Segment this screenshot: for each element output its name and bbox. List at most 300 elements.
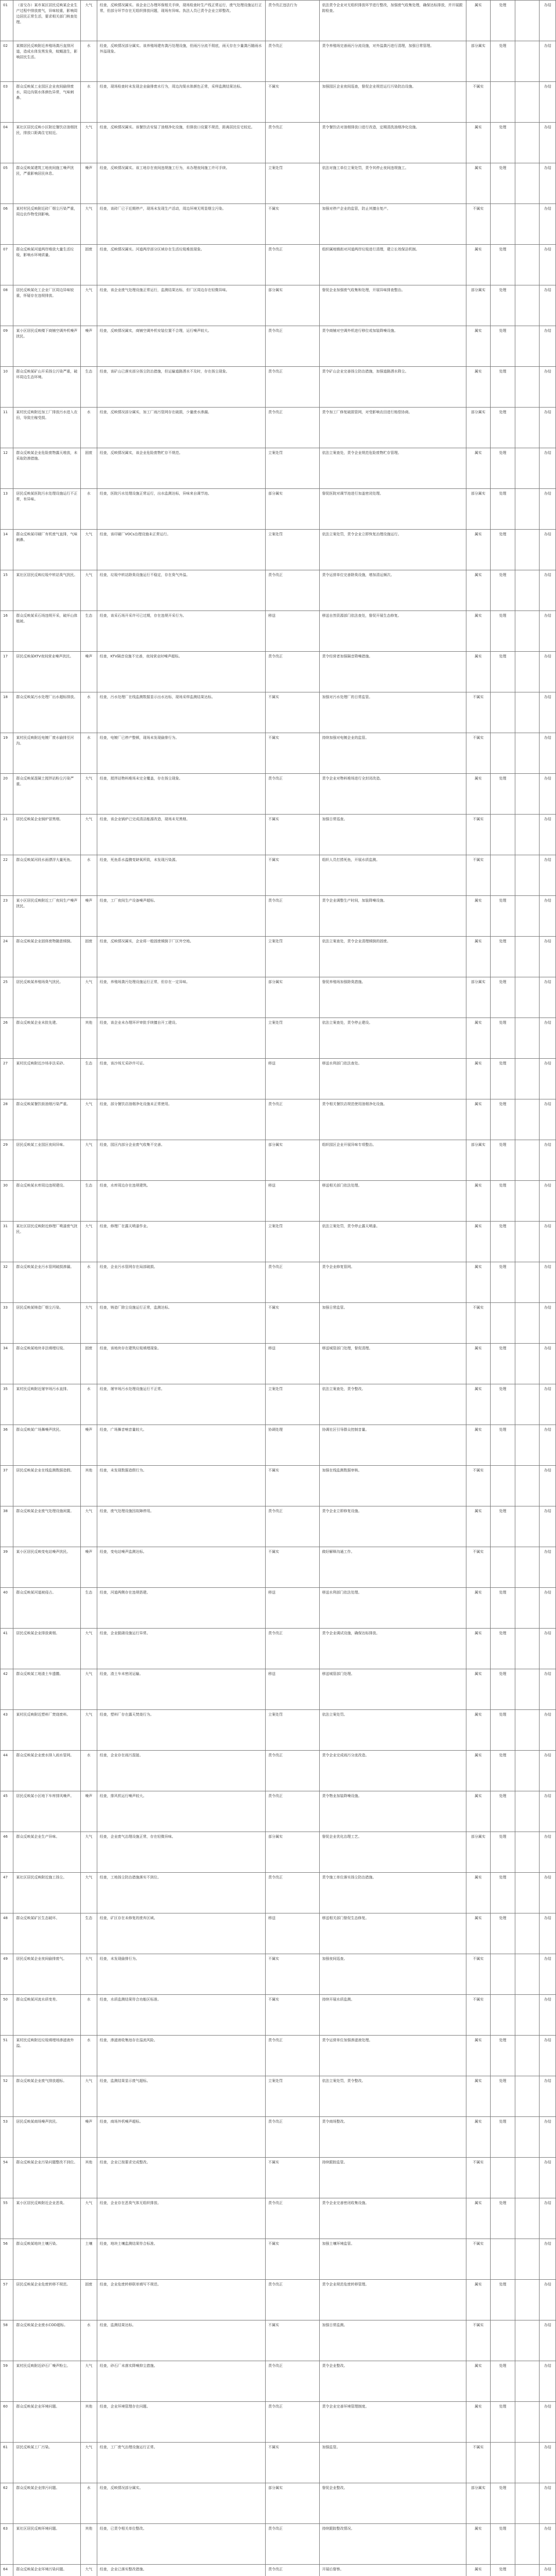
handling-status: 处理 [491,1791,515,1832]
extra-status [515,1832,540,1873]
pollution-type: 大气 [81,1873,97,1913]
handling-status: 处理 [491,1181,515,1222]
handling-status: 处理 [491,2361,515,2402]
handling-category: 不属实 [266,1954,319,1995]
table-row [1,82,556,123]
extra-status [515,1873,540,1913]
handling-category: 责令改正 [266,2524,319,2565]
table-row [1,1262,556,1303]
verification-status: 部分属实 [466,285,491,326]
handling-status [491,82,515,123]
investigation-result: 经查，搅拌站物料堆场未完全覆盖，存在扬尘现象。 [97,774,266,815]
extra-status [515,1506,540,1547]
row-number: 21 [1,815,13,855]
handling-status [491,2443,515,2483]
handling-status: 处理 [491,367,515,408]
rectification-measures: 督促养殖场加强除臭措施。 [319,977,466,1018]
complaint-description: 居民反映某医院污水处理设施运行不正常，有异味。 [13,489,81,530]
investigation-result: 经查，该矿山已落实部分扬尘防治措施，但运输道路洒水不及时，存在扬尘现象。 [97,367,266,408]
rectification-measures: 持续开展水质监测。 [319,1995,466,2036]
table-row [1,1710,556,1751]
pollution-type: 水 [81,41,97,82]
complaint-description: 居民反映某化工企业厂区周边异味较重，怀疑存在违规排放。 [13,285,81,326]
row-number: 50 [1,1995,13,2036]
extra-status [515,2402,540,2443]
rectification-measures: 组织人员打捞死鱼，开展水质监测。 [319,855,466,896]
handling-category: 责令改正 [266,408,319,448]
pollution-type: 其他 [81,2524,97,2565]
rectification-measures: 加强园区企业夜间巡查，督促企业规范运行污染防治设施。 [319,82,466,123]
row-number: 41 [1,1629,13,1669]
extra-status [515,2483,540,2524]
extra-status [515,1140,540,1181]
pollution-type: 大气 [81,2076,97,2117]
handling-status [491,1303,515,1344]
rectification-measures: 加强日常监管。 [319,1303,466,1344]
verification-status: 属实 [466,163,491,204]
row-number: 05 [1,163,13,204]
handling-category: 责令改正 [266,1873,319,1913]
rectification-measures: 责令商铺对空调外机进行移位或加装降噪设施。 [319,326,466,367]
table-row [1,1954,556,1995]
rectification-measures: 责令企业完善环境管理制度。 [319,2402,466,2443]
verification-status: 属实 [466,1222,491,1262]
complaint-description: 群众反映某企业固体废物随意倾倒。 [13,937,81,977]
handling-status: 处理 [491,2524,515,2565]
handling-category: 移送 [266,1669,319,1710]
close-status: 办结 [540,896,556,937]
investigation-result: 经查，企业污水管网存在局部破损。 [97,1262,266,1303]
close-status: 办结 [540,448,556,489]
close-status: 办结 [540,1303,556,1344]
complaint-description: 群众反映某餐饮街油烟污染严重。 [13,1099,81,1140]
handling-status [491,815,515,855]
pollution-type: 大气 [81,774,97,815]
pollution-type: 噪声 [81,326,97,367]
verification-status: 属实 [466,530,491,570]
close-status: 办结 [540,1710,556,1751]
verification-status: 属实 [466,2076,491,2117]
handling-category: 移送 [266,611,319,652]
extra-status [515,448,540,489]
investigation-result: 经查，企业环境管理存在问题。 [97,2402,266,2443]
table-row [1,285,556,326]
handling-status: 处理 [491,530,515,570]
investigation-result: 经查，废气处理设施因故障停用。 [97,1506,266,1547]
extra-status [515,163,540,204]
pollution-type: 大气 [81,2361,97,2402]
verification-status: 属实 [466,1059,491,1099]
table-row [1,1466,556,1506]
close-status: 办结 [540,2524,556,2565]
pollution-type: 大气 [81,1,97,41]
pollution-type: 生态 [81,1059,97,1099]
complaint-description: 群众反映某工业园区企业夜间偷排废水，周边沟渠水体颜色异常，气味刺鼻。 [13,82,81,123]
close-status: 办结 [540,1588,556,1629]
close-status: 办结 [540,1466,556,1506]
row-number: 17 [1,652,13,692]
rectification-measures: 责令矿山企业完善扬尘防治措施，加强道路洒水降尘。 [319,367,466,408]
handling-status [491,2320,515,2361]
complaint-description: 居民反映某铸造厂烟尘污染。 [13,1303,81,1344]
handling-status: 处理 [491,1751,515,1791]
row-number: 53 [1,2117,13,2158]
handling-category: 立案处罚 [266,530,319,570]
row-number: 30 [1,1181,13,1222]
handling-category: 部分属实 [266,1140,319,1181]
verification-status: 不属实 [466,1466,491,1506]
handling-category: 责令改正 [266,2361,319,2402]
rectification-measures: 持续跟踪整改情况。 [319,2524,466,2565]
pollution-type: 土壤 [81,2239,97,2280]
pollution-type: 噪声 [81,896,97,937]
pollution-type: 大气 [81,1222,97,1262]
complaint-description: 群众反映某河流水质变差。 [13,1995,81,2036]
table-row [1,1791,556,1832]
pollution-type: 水 [81,489,97,530]
handling-status: 处理 [491,1140,515,1181]
pollution-type: 固废 [81,1344,97,1384]
table-row [1,163,556,204]
rectification-measures: 移送水利部门依法查处。 [319,1059,466,1099]
verification-status: 属实 [466,652,491,692]
complaint-description: 居民反映某企业夜间偷排废气。 [13,1954,81,1995]
row-number: 61 [1,2443,13,2483]
table-row [1,896,556,937]
verification-status: 属实 [466,2280,491,2320]
close-status: 办结 [540,1384,556,1425]
pollution-type: 大气 [81,1832,97,1873]
extra-status [515,2198,540,2239]
handling-status [491,692,515,733]
close-status: 办结 [540,2361,556,2402]
complaint-description: 某村民反映附近沙场非法采砂。 [13,1059,81,1099]
table-row [1,1303,556,1344]
table-row [1,204,556,245]
verification-status: 不属实 [466,204,491,245]
close-status: 办结 [540,163,556,204]
row-number: 62 [1,2483,13,2524]
pollution-type: 大气 [81,1099,97,1140]
close-status: 办结 [540,204,556,245]
verification-status: 不属实 [466,1303,491,1344]
extra-status [515,1466,540,1506]
handling-category: 不属实 [266,692,319,733]
investigation-result: 经查，修理厂在露天喷漆作业。 [97,1222,266,1262]
rectification-measures: 移送城管部门处理，督促清理。 [319,1344,466,1384]
extra-status [515,1303,540,1344]
handling-category: 不属实 [266,1995,319,2036]
close-status: 办结 [540,1832,556,1873]
investigation-result: 经查，反映情况属实。河道两岸部分区域存在生活垃圾堆放现象。 [97,245,266,285]
close-status: 办结 [540,733,556,774]
handling-category: 责令改正 [266,2036,319,2076]
handling-status: 处理 [491,41,515,82]
handling-status: 处理 [491,1425,515,1466]
table-row [1,1384,556,1425]
row-number: 34 [1,1344,13,1384]
pollution-type: 水 [81,1995,97,2036]
row-number: 58 [1,2320,13,2361]
handling-status: 处理 [491,1344,515,1384]
rectification-measures: 责令企业对物料堆场进行全封闭改造。 [319,774,466,815]
table-row [1,1344,556,1384]
verification-status: 属实 [466,1710,491,1751]
extra-status [515,570,540,611]
table-row [1,1995,556,2036]
row-number: 29 [1,1140,13,1181]
handling-category: 责令改正 [266,326,319,367]
investigation-result: 经查，监测结果达标。 [97,2320,266,2361]
handling-category: 立案处罚 [266,2076,319,2117]
complaint-description: 居民反映某企业在线监测数据造假。 [13,1466,81,1506]
complaint-description: 群众反映某矿区生态破坏。 [13,1913,81,1954]
extra-status [515,204,540,245]
pollution-type: 其他 [81,2402,97,2443]
investigation-result: 经查，企业已落实整改措施。 [97,2565,266,2576]
complaint-description: 居民反映某工业园区夜间异味。 [13,1140,81,1181]
table-row [1,2443,556,2483]
verification-status: 部分属实 [466,41,491,82]
handling-category: 责令改正 [266,1506,319,1547]
verification-status: 属实 [466,326,491,367]
handling-category: 不属实 [266,733,319,774]
extra-status [515,2565,540,2576]
complaint-description: 居民反映某工厂污染。 [13,2443,81,2483]
pollution-type: 噪声 [81,1547,97,1588]
handling-status: 处理 [491,652,515,692]
extra-status [515,1669,540,1710]
table-row [1,1059,556,1099]
table-row [1,2524,556,2565]
handling-category: 移送 [266,1913,319,1954]
extra-status [515,1954,540,1995]
pollution-type: 大气 [81,1629,97,1669]
handling-category: 责令改正 [266,896,319,937]
investigation-result: 经查，监测结果显示废气超标。 [97,2076,266,2117]
close-status: 办结 [540,408,556,448]
handling-status: 处理 [491,570,515,611]
investigation-result: 经查，变电站噪声监测达标。 [97,1547,266,1588]
row-number: 24 [1,937,13,977]
pollution-type: 固废 [81,245,97,285]
row-number: 44 [1,1751,13,1791]
verification-status: 不属实 [466,2239,491,2280]
table-row [1,1629,556,1669]
close-status: 办结 [540,611,556,652]
extra-status [515,326,540,367]
pollution-type: 固废 [81,937,97,977]
rectification-measures: 依法立案查处，责令企业清理倾倒的固废。 [319,937,466,977]
verification-status: 部分属实 [466,1832,491,1873]
rectification-measures: 依法立案处罚，责令企业立即恢复治理设施运行。 [319,530,466,570]
handling-category: 立案处罚 [266,1710,319,1751]
investigation-result: 经查，企业存在雨污混接。 [97,1751,266,1791]
verification-status: 属实 [466,1629,491,1669]
handling-category: 立案处罚 [266,1384,319,1425]
complaint-description: 群众反映某水库周边违规建设。 [13,1181,81,1222]
table-row [1,326,556,367]
table-row [1,1506,556,1547]
verification-status: 属实 [466,1344,491,1384]
close-status: 办结 [540,326,556,367]
handling-category: 立案处罚 [266,1222,319,1262]
handling-status [491,204,515,245]
complaint-description: 群众反映某地块土壤污染。 [13,2239,81,2280]
handling-status: 处理 [491,1099,515,1140]
handling-category: 责令改正 [266,367,319,408]
handling-status: 处理 [491,1262,515,1303]
complaint-description: 居民反映某商场噪声扰民。 [13,2117,81,2158]
verification-status: 属实 [466,1506,491,1547]
pollution-type: 固废 [81,2280,97,2320]
close-status: 办结 [540,2443,556,2483]
rectification-measures: 责令商场整改。 [319,2117,466,2158]
investigation-result: 经查，该沙场无采砂许可证。 [97,1059,266,1099]
verification-status: 属实 [466,2198,491,2239]
handling-category: 责令改正 [266,41,319,82]
extra-status [515,2524,540,2565]
extra-status [515,1425,540,1466]
pollution-type: 大气 [81,204,97,245]
pollution-type: 水 [81,692,97,733]
table-row [1,733,556,774]
pollution-type: 大气 [81,1669,97,1710]
close-status: 办结 [540,1140,556,1181]
pollution-type: 生态 [81,611,97,652]
extra-status [515,1099,540,1140]
close-status: 办结 [540,2117,556,2158]
handling-category: 移送 [266,1181,319,1222]
extra-status [515,1995,540,2036]
rectification-measures: 依法立案查处，责令整改。 [319,1384,466,1425]
rectification-measures: 加强日常监测。 [319,2320,466,2361]
extra-status [515,1,540,41]
complaint-description: （省交办）某市某区居民反映某企业生产过程中排放废气，异味较重，影响周边居民正常生活，要求相关部门核查处理。 [13,1,81,41]
row-number: 52 [1,2076,13,2117]
rectification-measures: 依法立案处罚。 [319,1710,466,1751]
close-status: 办结 [540,1954,556,1995]
rectification-measures: 责令企业整改。 [319,2361,466,2402]
handling-category: 责令改正违法行为 [266,1,319,41]
row-number: 13 [1,489,13,530]
pollution-type: 其他 [81,2158,97,2198]
investigation-result: 经查，水质监测结果符合功能区标准。 [97,1995,266,2036]
table-row [1,2239,556,2280]
handling-status [491,1547,515,1588]
complaint-description: 某村民反映附近加工厂排放污水进入农田，导致庄稼受损。 [13,408,81,448]
complaint-description: 群众反映某广场舞噪声扰民。 [13,1425,81,1466]
investigation-result: 经查，反映情况属实，该企业危险废物贮存不规范。 [97,448,266,489]
pollution-type: 水 [81,1751,97,1791]
complaint-description: 某村民反映附近电镀厂废水偷排至河沟。 [13,733,81,774]
handling-category: 移送 [266,1588,319,1629]
verification-status: 部分属实 [466,2483,491,2524]
table-row [1,1425,556,1466]
verification-status: 属实 [466,1384,491,1425]
complaint-description: 居民反映某养殖场臭气扰民。 [13,977,81,1018]
row-number: 47 [1,1873,13,1913]
row-number: 25 [1,977,13,1018]
rectification-measures: 责令运营单位完善除臭设施，增加清运频次。 [319,570,466,611]
rectification-measures: 移送城管部门处理。 [319,1669,466,1710]
handling-category: 责令改正 [266,1751,319,1791]
handling-status: 处理 [491,2117,515,2158]
pollution-type: 大气 [81,1710,97,1751]
pollution-type: 生态 [81,1588,97,1629]
table-row [1,41,556,82]
rectification-measures: 移送相关部门依法处理。 [319,1181,466,1222]
row-number: 48 [1,1913,13,1954]
rectification-measures: 责令企业修复管网。 [319,1262,466,1303]
extra-status [515,1059,540,1099]
handling-status: 处理 [491,1832,515,1873]
handling-category: 不属实 [266,1547,319,1588]
handling-status: 处理 [491,326,515,367]
extra-status [515,1181,540,1222]
handling-status: 处理 [491,2280,515,2320]
rectification-measures: 督促企业整改。 [319,2483,466,2524]
investigation-result: 经查，垃圾中转站除臭设施运行不稳定，存在臭气外溢。 [97,570,266,611]
pollution-type: 大气 [81,570,97,611]
complaint-description: 群众反映某河段水面漂浮大量死鱼。 [13,855,81,896]
complaint-description: 群众反映某矿山开采扬尘污染严重，破坏周边生态环境。 [13,367,81,408]
investigation-result: 经查，污水处理厂在线监测数据显示出水达标，现场采样监测结果达标。 [97,692,266,733]
row-number: 03 [1,82,13,123]
row-number: 12 [1,448,13,489]
handling-category: 立案处罚 [266,448,319,489]
row-number: 39 [1,1547,13,1588]
pollution-type: 大气 [81,530,97,570]
rectification-measures: 移送水利部门依法处理。 [319,1588,466,1629]
investigation-result: 经查，渣土车未密闭运输。 [97,1669,266,1710]
investigation-result: 经查，该企业未办理环评审批手续擅自开工建设。 [97,1018,266,1059]
complaint-description: 群众反映某企业未批先建。 [13,1018,81,1059]
handling-status: 处理 [491,1506,515,1547]
complaint-description: 群众反映某企业废气排放超标。 [13,2076,81,2117]
verification-status: 属实 [466,1018,491,1059]
verification-status: 部分属实 [466,408,491,448]
handling-category: 立案处罚 [266,1018,319,1059]
extra-status [515,855,540,896]
investigation-result: 经查，企业危废转移联单填写不规范。 [97,2280,266,2320]
investigation-result: 经查，河道两侧存在违规搭建。 [97,1588,266,1629]
complaint-description: 某小区居民反映附近工厂夜间生产噪声扰民。 [13,896,81,937]
handling-category: 部分属实 [266,2483,319,2524]
handling-category: 不属实 [266,2158,319,2198]
rectification-measures: 做好解释沟通工作。 [319,1547,466,1588]
extra-status [515,41,540,82]
row-number: 46 [1,1832,13,1873]
extra-status [515,1629,540,1669]
handling-category: 部分属实 [266,977,319,1018]
pollution-type: 水 [81,1262,97,1303]
pollution-type: 大气 [81,2198,97,2239]
pollution-type: 水 [81,733,97,774]
verification-status: 属实 [466,1262,491,1303]
handling-category: 责令改正 [266,123,319,163]
complaint-description: 某村民反映附近屠宰场污水直排。 [13,1384,81,1425]
handling-category: 立案处罚 [266,937,319,977]
table-row [1,448,556,489]
handling-status: 处理 [491,163,515,204]
row-number: 10 [1,367,13,408]
ledger-body [1,1,556,2576]
close-status: 办结 [540,855,556,896]
verification-status: 属实 [466,2361,491,2402]
rectification-measures: 依法责令企业对无组织排放环节进行整改，加强废气收集处理，确保达标排放，并开展跟踪检查。 [319,1,466,41]
complaint-description: 群众反映某企业污水管网破损渗漏。 [13,1262,81,1303]
